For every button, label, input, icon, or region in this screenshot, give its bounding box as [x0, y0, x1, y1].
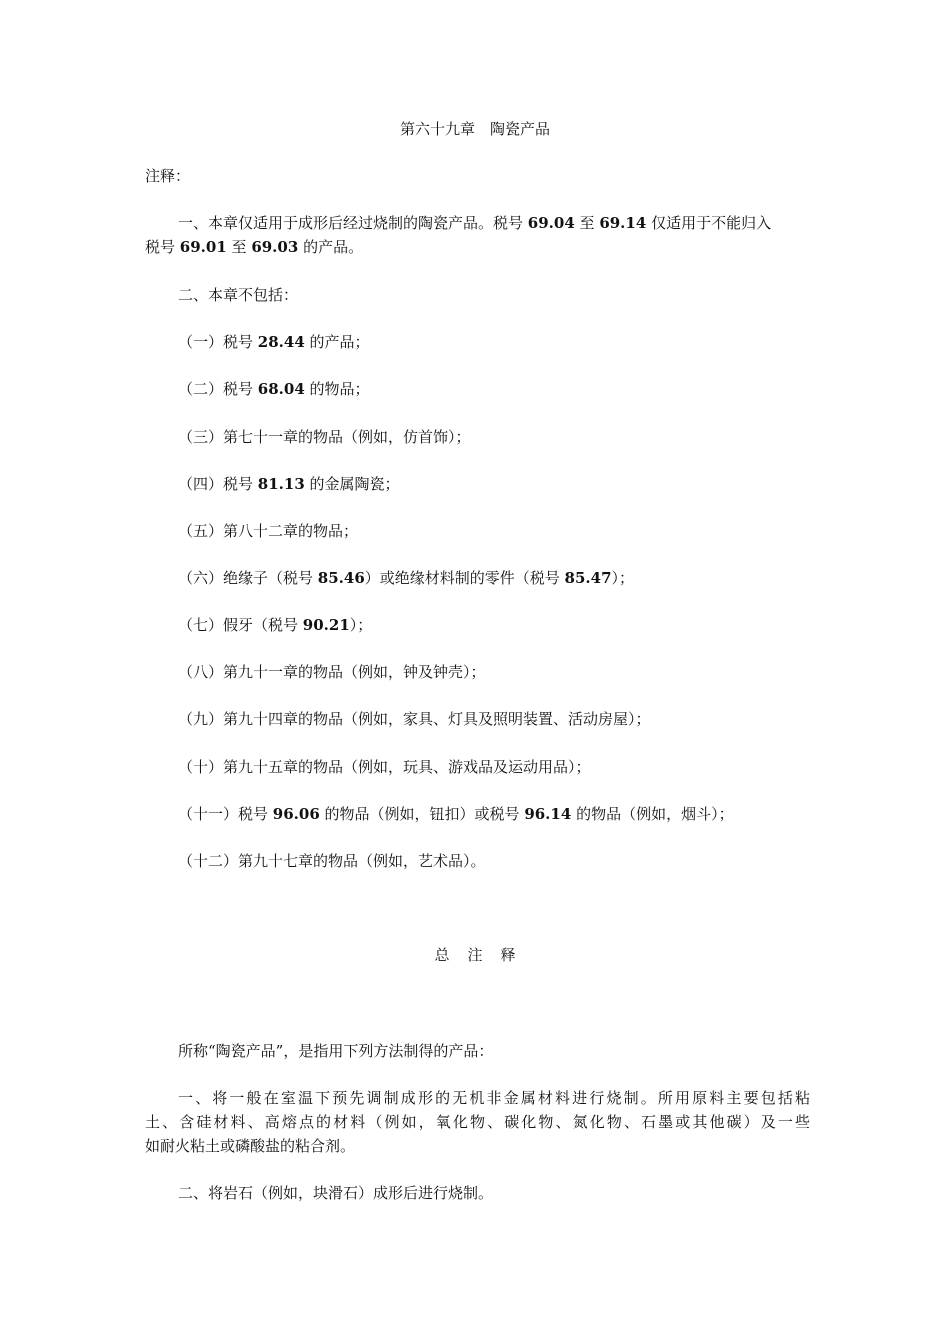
item-text: （六）绝缘子（税号: [178, 569, 318, 587]
item-text: 的物品（例如，钮扣）或税号: [319, 805, 525, 823]
heading-number: 85.47: [564, 569, 612, 587]
note-1-line-1: [178, 212, 810, 234]
exclusion-item-6: [178, 567, 810, 589]
exclusion-item-11: [178, 803, 810, 825]
general-notes-title: 总注释: [434, 946, 534, 964]
heading-number: 28.44: [257, 333, 305, 351]
exclusion-item-7: [178, 614, 810, 636]
item-text: ）；: [349, 616, 373, 634]
item-text: （七）假牙（税号: [178, 616, 303, 634]
item-text: ）；: [611, 569, 635, 587]
item-text: （一）税号: [178, 333, 258, 351]
note-1-text: 税号: [145, 238, 180, 256]
exclusion-item-9: [178, 708, 810, 730]
heading-number: 69.14: [599, 214, 647, 232]
general-intro: 所称“陶瓷产品”，是指用下列方法制得的产品：: [178, 1042, 494, 1060]
chapter-title: 第六十九章 陶瓷产品: [399, 120, 550, 138]
item-text: （十）第九十五章的物品（例如，玩具、游戏品及运动用品）；: [178, 758, 591, 776]
note-1-text: 仅适用于不能归入: [646, 214, 772, 232]
notes-heading: 注释：: [145, 167, 191, 185]
exclusion-item-12: [178, 850, 810, 872]
general-para-1-line-2: 土、含硅材料、高熔点的材料（例如，氧化物、碳化物、氮化物、石墨或其他碳）及一些: [145, 1113, 810, 1131]
heading-number: 90.21: [302, 616, 350, 634]
item-text: 的物品；: [304, 380, 370, 398]
exclusion-item-1: [178, 331, 810, 353]
item-text: ）或绝缘材料制的零件（税号: [364, 569, 565, 587]
item-text: （九）第九十四章的物品（例如，家具、灯具及照明装置、活动房屋）；: [178, 710, 651, 728]
item-text: （五）第八十二章的物品；: [178, 522, 359, 540]
heading-number: 96.06: [272, 805, 320, 823]
item-text: （二）税号: [178, 380, 258, 398]
general-para-1-line-3: 如耐火粘土或磷酸盐的粘合剂。: [145, 1137, 356, 1155]
heading-number: 81.13: [257, 475, 305, 493]
heading-number: 69.03: [251, 238, 299, 256]
exclusion-item-4: [178, 473, 810, 495]
general-para-1-line-1: 一、将一般在室温下预先调制成形的无机非金属材料进行烧制。所用原料主要包括粘: [178, 1089, 810, 1107]
exclusion-item-2: [178, 378, 810, 400]
note-1-text: 至: [574, 214, 600, 232]
heading-number: 69.01: [179, 238, 227, 256]
item-text: （四）税号: [178, 475, 258, 493]
exclusion-item-3: [178, 426, 810, 448]
heading-number: 68.04: [257, 380, 305, 398]
heading-number: 85.46: [317, 569, 365, 587]
note-2-heading: 二、本章不包括：: [178, 286, 299, 304]
note-1-text: 一、本章仅适用于成形后经过烧制的陶瓷产品。税号: [178, 214, 528, 232]
exclusion-item-8: [178, 661, 810, 683]
item-text: 的产品；: [304, 333, 370, 351]
note-1-line-2: [145, 236, 810, 258]
exclusion-item-5: [178, 520, 810, 542]
item-text: （八）第九十一章的物品（例如，钟及钟壳）；: [178, 663, 486, 681]
note-1-text: 的产品。: [298, 238, 364, 256]
item-text: 的金属陶瓷；: [304, 475, 400, 493]
item-text: （十一）税号: [178, 805, 273, 823]
exclusion-item-10: [178, 756, 810, 778]
heading-number: 69.04: [527, 214, 575, 232]
heading-number: 96.14: [524, 805, 572, 823]
item-text: （三）第七十一章的物品（例如，仿首饰）；: [178, 428, 471, 446]
note-1-text: 至: [226, 238, 252, 256]
general-para-2: 二、将岩石（例如，块滑石）成形后进行烧制。: [178, 1184, 494, 1202]
item-text: （十二）第九十七章的物品（例如，艺术品）。: [178, 852, 486, 870]
item-text: 的物品（例如，烟斗）；: [571, 805, 734, 823]
